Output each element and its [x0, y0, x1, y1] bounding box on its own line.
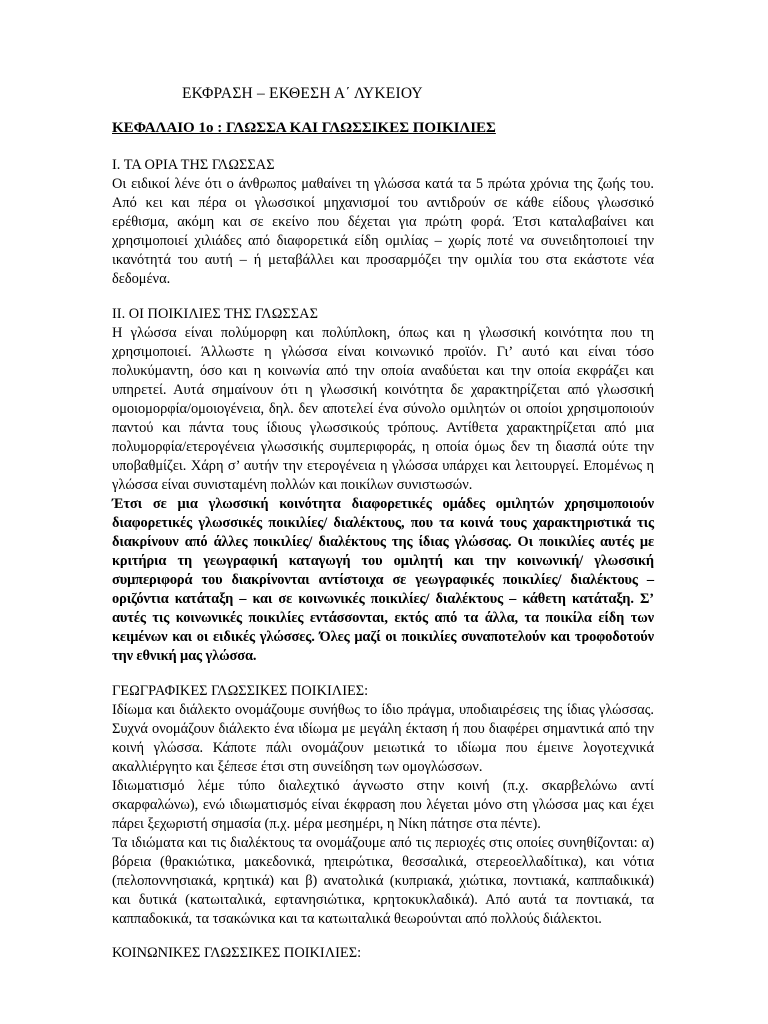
paragraph: Τα ιδιώματα και τις διαλέκτους τα ονομάζουμε από τις περιοχές στις οποίες συνηθίζονται: α) βόρεια (θρακιώτικα, μακεδονικά, ηπειρώτικα, θεσσαλικά, στερεοελλαδίτικα), και νότια (πελοποννησιακά, κρητικά) και β) ανατολικά (κυπριακά, χιώτικα, ποντιακά, καππαδικικά) και δυτικά (κατωιταλικά, εφτανησιώτικα, κρητοκυκλαδικά). Από αυτά τα ποντιακά, τα καππαδοκικά, τα τσακώνικα και τα κατωιταλικά θεωρούνται από πολλούς διάλεκτοι. — [112, 835, 654, 927]
section-geographic-varieties — [112, 682, 654, 929]
paragraph: Οι ειδικοί λένε ότι ο άνθρωπος μαθαίνει τη γλώσσα κατά τα 5 πρώτα χρόνια της ζωής του. Από κει και πέρα οι γλωσσικοί μηχανισμοί του αντιδρούν σε κάθε είδους γλωσσικό ερέθισμα, ακόμη και σε εκείνο που δέχεται για πρώτη φορά. Έτσι καταλαβαίνει και χρησιμοποιεί χιλιάδες από διαφορετικά είδη ομιλίας – χωρίς ποτέ να συνειδητοποιεί την ικανότητά του αυτή – ή μεταβάλλει και προσαρμόζει την ομιλία του στα εκάστοτε νέα δεδομένα. — [112, 176, 654, 287]
section-limits-of-language — [112, 156, 654, 289]
bold-paragraph: Έτσι σε μια γλωσσική κοινότητα διαφορετικές ομάδες ομιλητών χρησιμοποιούν διαφορετικές γλωσσικές ποικιλίες/ διαλέκτους, που τα κοινά τους χαρακτηριστικά τις διακρίνουν από άλλες ποικιλίες/ διαλέκτους της ίδιας γλώσσας. Οι ποικιλίες αυτές με κριτήρια τη γεωγραφική καταγωγή του ομιλητή και την κοινωνική/ γλωσσική συμπεριφορά του διακρίνονται αντίστοιχα σε γεωγραφικές ποικιλίες/ διαλέκτους – οριζόντια κατάταξη – και σε κοινωνικές ποικιλίες/ διαλέκτους – κάθετη κατάταξη. Σ’ αυτές τις κοινωνικές ποικιλίες εντάσσονται, εκτός από τα άλλα, τα ποικίλα είδη των κειμένων και οι ειδικές γλώσσες. Όλες μαζί οι ποικιλίες συναποτελούν και τροφοδοτούν την εθνική μας γλώσσα. — [112, 496, 654, 664]
section-heading: Ι. ΤΑ ΟΡΙΑ ΤΗΣ ΓΛΩΣΣΑΣ — [112, 157, 275, 173]
paragraph: Η γλώσσα είναι πολύμορφη και πολύπλοκη, όπως και η γλωσσική κοινότητα που τη χρησιμοποιεί. Άλλωστε η γλώσσα είναι κοινωνικό προϊόν. Γι’ αυτό και είναι τόσο πολυκύμαντη, όσο και η κοινωνία από την οποία αναδύεται και την οποία εκφράζει και υπηρετεί. Αυτά σημαίνουν ότι η γλωσσική κοινότητα δε χαρακτηρίζεται από γλωσσική ομοιομορφία/ομοιογένεια, δηλ. δεν αποτελεί ένα σύνολο ομιλητών οι οποίοι χρησιμοποιούν παντού και πάντα τους ίδιους γλωσσικούς τρόπους. Αντίθετα χαρακτηρίζεται από μια πολυμορφία/ετερογένεια γλωσσικής συμπεριφοράς, η οποία όμως δεν τη διασπά ούτε την υποβαθμίζει. Χάρη σ’ αυτήν την ετερογένεια η γλώσσα υπάρχει και λειτουργεί. Επομένως η γλώσσα είναι συνισταμένη πολλών και ποικίλων συνιστωσών. — [112, 325, 654, 493]
section-social-varieties — [112, 944, 654, 963]
section-heading: ΚΟΙΝΩΝΙΚΕΣ ΓΛΩΣΣΙΚΕΣ ΠΟΙΚΙΛΙΕΣ: — [112, 945, 362, 961]
section-heading: ΓΕΩΓΡΑΦΙΚΕΣ ΓΛΩΣΣΙΚΕΣ ΠΟΙΚΙΛΙΕΣ: — [112, 683, 369, 699]
chapter-title: ΚΕΦΑΛΑΙΟ 1ο : ΓΛΩΣΣΑ ΚΑΙ ΓΛΩΣΣΙΚΕΣ ΠΟΙΚΙΛΙΕΣ — [112, 120, 496, 136]
document-page — [112, 84, 654, 963]
paragraph: Ιδιωματισμό λέμε τύπο διαλεχτικό άγνωστο στην κοινή (π.χ. σκαρβελώνω αντί σκαρφαλώνω), ενώ ιδιωματισμός είναι έκφραση που λέγεται μόνο στη γλώσσα μας και έχει πάρει ξεχωριστή σημασία (π.χ. μέρα μεσημέρι, η Νίκη πάτησε στα πέντε). — [112, 778, 654, 832]
paragraph: Ιδίωμα και διάλεκτο ονομάζουμε συνήθως το ίδιο πράγμα, υποδιαιρέσεις της ίδιας γλώσσας. Συχνά ονομάζουν διάλεκτο ένα ιδίωμα με μεγάλη έκταση ή που διαφέρει σημαντικά από την κοινή γλώσσα. Κάποτε πάλι ονομάζουν μειωτικά το ιδίωμα που έμεινε λογοτεχνικά ακαλλιέργητο και ξέπεσε έτσι στη συνείδηση των ομογλώσσων. — [112, 702, 654, 775]
document-title: ΕΚΦΡΑΣΗ – ΕΚΘΕΣΗ Α΄ ΛΥΚΕΙΟΥ — [182, 85, 423, 102]
section-language-varieties — [112, 305, 654, 666]
section-heading: ΙΙ. ΟΙ ΠΟΙΚΙΛΙΕΣ ΤΗΣ ΓΛΩΣΣΑΣ — [112, 306, 318, 322]
